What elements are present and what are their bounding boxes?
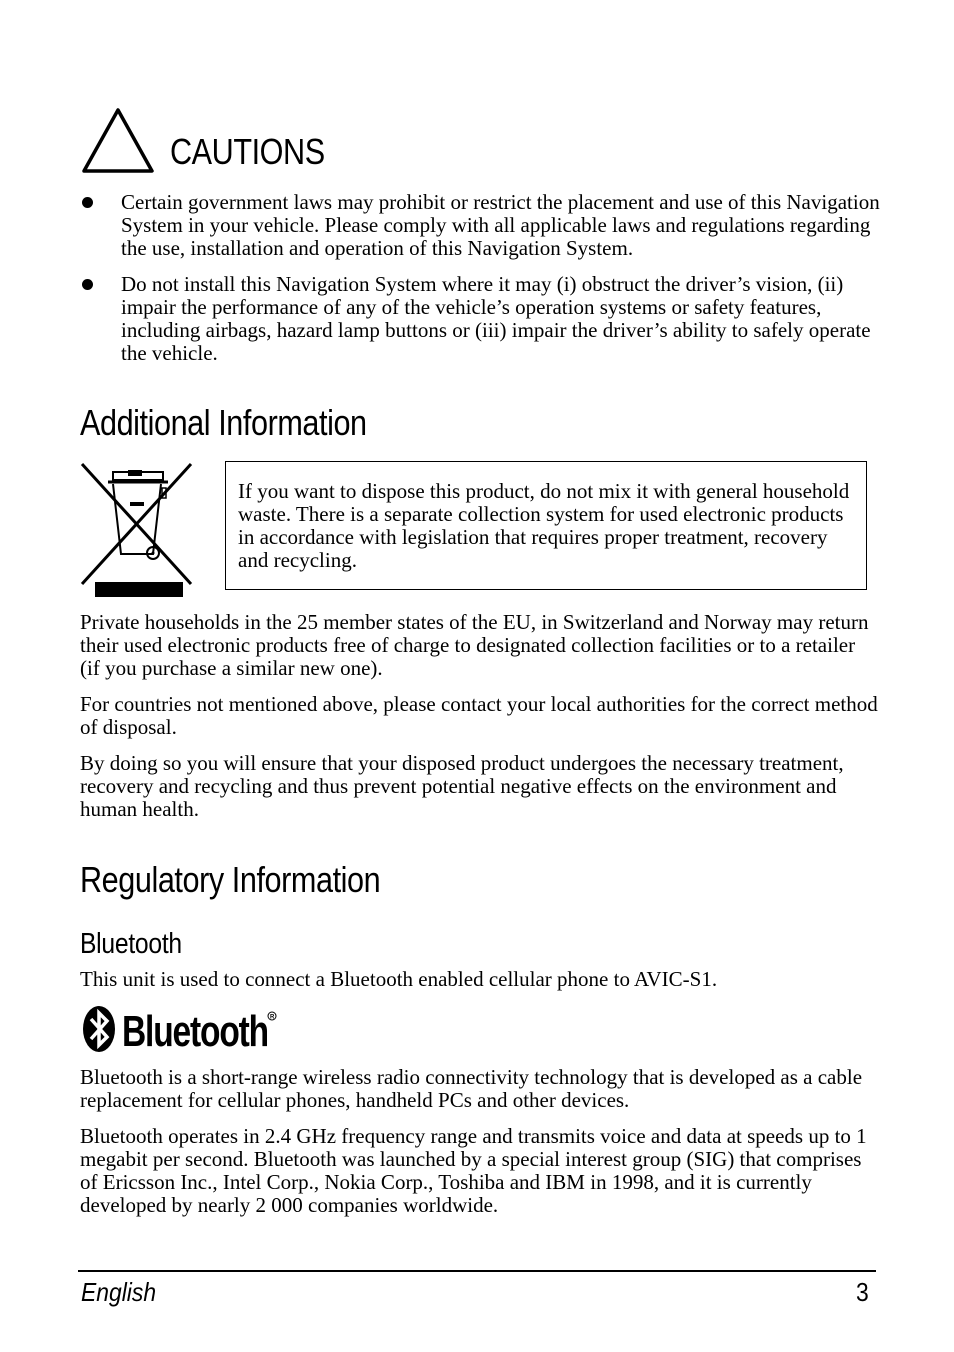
footer-language: English xyxy=(81,1277,157,1307)
bluetooth-intro: This unit is used to connect a Bluetooth enabled cellular phone to AVIC-S1. xyxy=(80,967,718,991)
footer-divider xyxy=(78,1270,876,1272)
additional-information-heading: Additional Information xyxy=(80,402,367,443)
bullet-dot xyxy=(82,197,93,208)
caution-item: Do not install this Navigation System where it may (i) obstruct the driver’s vision, (ii) impair the performance of any of the vehicle’s operation systems or safety features, including airbags, hazard lamp buttons or (iii) impair the driver’s ability to safely operate the vehicle. xyxy=(121,272,871,365)
bullet-dot xyxy=(82,279,93,290)
crossed-out-wheelie-bin-icon xyxy=(80,462,193,600)
svg-text:R: R xyxy=(270,1014,275,1021)
warning-triangle-icon xyxy=(80,107,156,175)
disposal-notice-text: If you want to dispose this product, do not mix it with general household waste. There is a separate collection system for used electronic products in accordance with legislation that requires proper treatment, recovery and recycling. xyxy=(238,479,850,572)
paragraph: Private households in the 25 member states of the EU, in Switzerland and Norway may return their used electronic products free of charge to designated collection facilities or to a retailer (if you purchase a similar new one). xyxy=(80,610,869,680)
bluetooth-logo-word: Bluetooth xyxy=(122,1007,268,1056)
paragraph: By doing so you will ensure that your disposed product undergoes the necessary treatment, recovery and recycling and thus prevent potential negative effects on the environment and human health. xyxy=(80,751,844,821)
cautions-title: CAUTIONS xyxy=(170,131,325,172)
paragraph: Bluetooth operates in 2.4 GHz frequency range and transmits voice and data at speeds up to 1 megabit per second. Bluetooth was launched by a special interest group (SIG) that comprises of Ericsson Inc., Intel Corp., Nokia Corp., Toshiba and IBM in 1998, and it is currently developed by nearly 2 000 companies worldwide. xyxy=(80,1124,867,1217)
regulatory-information-heading: Regulatory Information xyxy=(80,859,381,900)
disposal-notice-box xyxy=(225,461,867,590)
bluetooth-logo xyxy=(80,1003,280,1057)
paragraph: Bluetooth is a short-range wireless radio connectivity technology that is developed as a cable replacement for cellular phones, handheld PCs and other devices. xyxy=(80,1065,863,1112)
bluetooth-subheading: Bluetooth xyxy=(80,928,182,960)
caution-item: Certain government laws may prohibit or restrict the placement and use of this Navigation System in your vehicle. Please comply with all applicable laws and regulations regarding the use, installation and operation of this Navigation System. xyxy=(121,190,880,260)
page-number: 3 xyxy=(856,1277,869,1307)
paragraph: For countries not mentioned above, please contact your local authorities for the correct method of disposal. xyxy=(80,692,878,739)
